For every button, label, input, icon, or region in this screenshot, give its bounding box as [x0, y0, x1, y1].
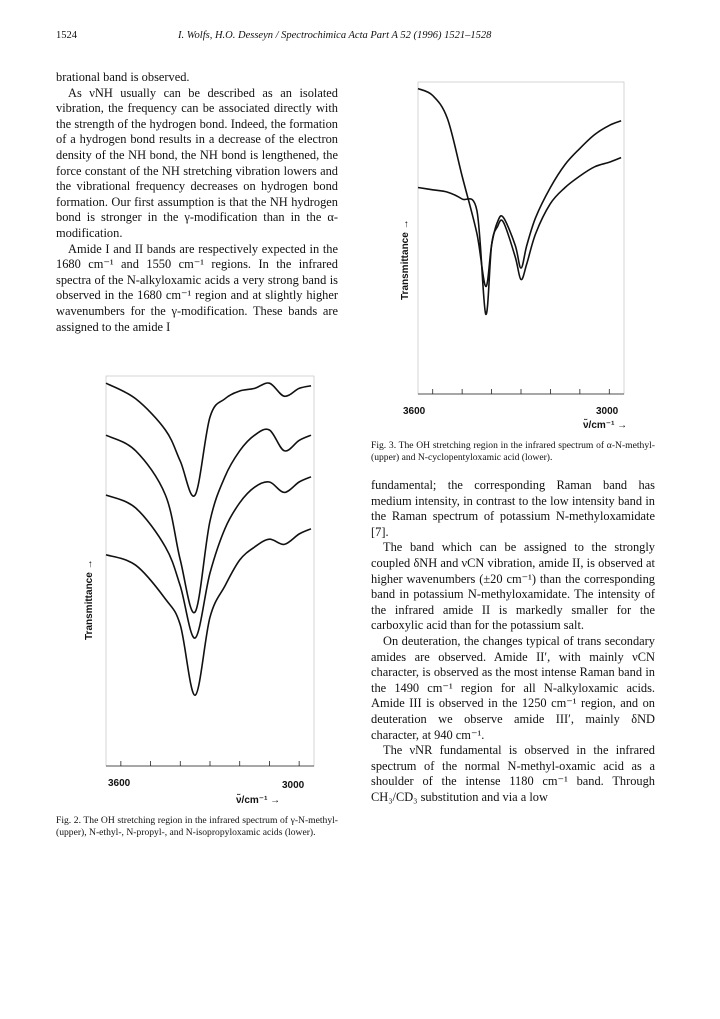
paragraph: fundamental; the corresponding Raman band has medium intensity, in contrast to the low intensity band in the Raman spectrum of potassium N-methyloxamidate [7].	[371, 478, 655, 539]
figure-3-tick-3000: 3000	[596, 406, 619, 417]
spectrum-trace-2	[106, 429, 311, 613]
figure-2-plot	[86, 368, 326, 778]
paragraph: The νNR fundamental is observed in the infrared spectrum of the normal N-methyl-oxamic acid as a shoulder of the intense 1180 cm⁻¹ band. Through CH₃/CD₃ substitution and via a low	[371, 743, 655, 804]
figure-2-xlabel: ν̃/cm⁻¹ →	[236, 795, 281, 806]
spectrum-trace-1	[106, 383, 311, 496]
figure-3-xlabel: ν̃/cm⁻¹ →	[583, 420, 628, 431]
right-column	[371, 478, 655, 805]
plot-frame	[418, 82, 624, 394]
figure-2-caption: Fig. 2. The OH stretching region in the infrared spectrum of γ-N-methyl- (upper), N-ethyl-, N-propyl-, and N-isopropyloxamic acids (lower).	[56, 815, 338, 839]
paragraph: The band which can be assigned to the strongly coupled δNH and νCN vibration, amide II, is observed at higher wavenumbers (±20 cm⁻¹) than the corresponding band in potassium N-methyloxamidate. The intensity of the infrared amide II is markedly smaller for the carboxylic acid than for the potassium salt.	[371, 540, 655, 633]
spectrum-trace-1	[418, 89, 621, 287]
figure-2-tick-3600: 3600	[108, 778, 131, 789]
paragraph: brational band is observed.	[56, 70, 190, 84]
figure-3-ylabel: Transmittance →	[400, 219, 411, 300]
spectrum-trace-2	[418, 158, 621, 315]
page-number: 1524	[56, 30, 77, 41]
spectrum-trace-3	[106, 477, 311, 638]
figure-3-caption: Fig. 3. The OH stretching region in the infrared spectrum of α-N-methyl- (upper) and N-cyclopentyloxamic acid (lower).	[371, 440, 655, 464]
figure-3-tick-3600: 3600	[403, 406, 426, 417]
figure-2-tick-3000: 3000	[282, 780, 305, 791]
figure-2	[86, 368, 326, 778]
figure-2-ylabel: Transmittance →	[84, 559, 95, 640]
paragraph: As νNH usually can be described as an isolated vibration, the frequency can be associated directly with the strength of the hydrogen bond. Indeed, the formation of a hydrogen bond results in a decrease of the electron density of the NH bond, the NH bond is lengthened, the force constant of the NH stretching vibration lowers and the vibrational frequency decreases on hydrogen bond formation. Our first assumption is that the NH hydrogen bond is stronger in the γ-modification than in the α-modification.	[56, 85, 338, 240]
paragraph: On deuteration, the changes typical of trans secondary amides are observed. Amide II′, with mainly νCN character, is observed as the most intense Raman band in the 1490 cm⁻¹ region for all N-alkyloxamic acids. Amide III is observed in the 1250 cm⁻¹ region, and on deuteration we observe amide III′, mainly δND character, at 940 cm⁻¹.	[371, 633, 655, 742]
running-header: I. Wolfs, H.O. Desseyn / Spectrochimica Acta Part A 52 (1996) 1521–1528	[178, 30, 492, 41]
left-column	[56, 70, 338, 335]
paragraph: Amide I and II bands are respectively expected in the 1680 cm⁻¹ and 1550 cm⁻¹ regions. In the infrared spectra of the N-alkyloxamic acids a very strong band is observed in the 1680 cm⁻¹ region and at slightly higher wavenumbers for the γ-modification. These bands are assigned to the amide I	[56, 241, 338, 334]
figure-3-plot	[388, 72, 658, 412]
figure-3	[388, 72, 658, 412]
spectrum-trace-4	[106, 529, 311, 695]
